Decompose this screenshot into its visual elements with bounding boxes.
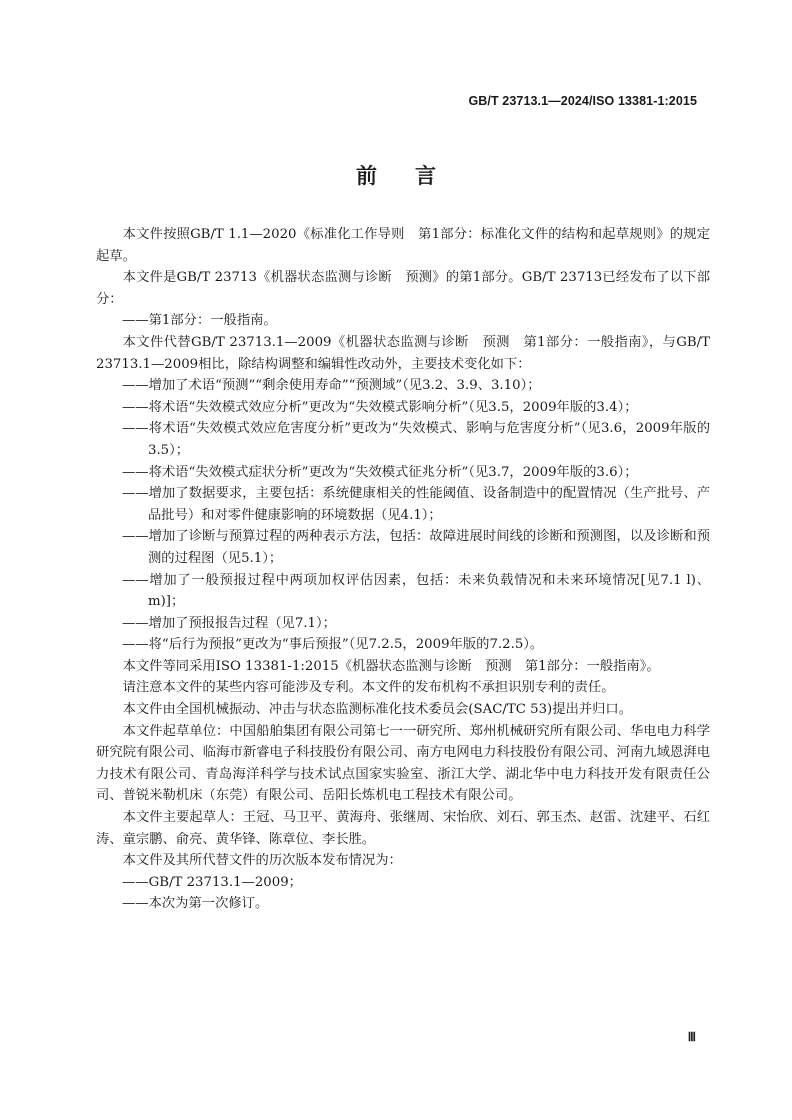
list-item: ——增加了数据要求，主要包括：系统健康相关的性能阈值、设备制造中的配置情况（生产批号、产品批号）和对零件健康影响的环境数据（见4.1）； <box>122 486 710 523</box>
paragraph: 本文件由全国机械振动、冲击与状态监测标准化技术委员会(SAC/TC 53)提出并归口。 <box>122 702 633 718</box>
paragraph: 请注意本文件的某些内容可能涉及专利。本文件的发布机构不承担识别专利的责任。 <box>122 680 615 696</box>
page-number: Ⅲ <box>687 1030 696 1044</box>
paragraph: 本文件主要起草人：王冠、马卫平、黄海舟、张继周、宋怡欣、刘石、郭玉杰、赵雷、沈建平、石红涛、童宗鹏、俞亮、黄华锋、陈章位、李长胜。 <box>96 810 710 847</box>
paragraph: 本文件等同采用ISO 13381-1:2015《机器状态监测与诊断 预测 第1部分：一般指南》。 <box>122 658 660 674</box>
list-item: ——GB/T 23713.1—2009； <box>122 874 302 890</box>
foreword-body <box>96 224 710 915</box>
paragraph: 本文件及其所代替文件的历次版本发布情况为： <box>122 853 402 869</box>
list-item: ——将术语“失效模式症状分析”更改为“失效模式征兆分析”（见3.7，2009年版的3.6）； <box>122 464 638 480</box>
paragraph: 本文件代替GB/T 23713.1—2009《机器状态监测与诊断 预测 第1部分：一般指南》，与GB/T 23713.1—2009相比，除结构调整和编辑性改动外，主要技术变化如下： <box>96 334 710 372</box>
list-item: ——本次为第一次修订。 <box>122 896 269 912</box>
paragraph: 本文件起草单位：中国船舶集团有限公司第七一一研究所、郑州机械研究所有限公司、华电电力科学研究院有限公司、临海市新睿电子科技股份有限公司、南方电网电力科技股份有限公司、河南九域恩湃电力技术有限公司、青岛海洋科学与技术试点国家实验室、浙江大学、湖北华中电力科技开发有限责任公司、普锐米勒机床（东莞）有限公司、岳阳长炼机电工程技术有限公司。 <box>96 723 710 804</box>
list-item: ——将术语“失效模式效应危害度分析”更改为“失效模式、影响与危害度分析”（见3.6，2009年版的3.5）； <box>122 421 710 458</box>
standard-code-header: GB/T 23713.1—2024/ISO 13381-1:2015 <box>468 94 697 108</box>
page-title: 前言 <box>356 164 474 188</box>
list-item: ——增加了诊断与预算过程的两种表示方法，包括：故障进展时间线的诊断和预测图，以及诊断和预测的过程图（见5.1）； <box>122 529 710 566</box>
list-item: ——将“后行为预报”更改为“事后预报”（见7.2.5，2009年版的7.2.5）。 <box>122 637 544 653</box>
list-item: ——第1部分：一般指南。 <box>122 313 277 329</box>
list-item: ——增加了术语“预测”“剩余使用寿命”“预测域”（见3.2、3.9、3.10）； <box>122 378 541 394</box>
list-item: ——增加了预报报告过程（见7.1）； <box>122 615 336 631</box>
list-item: ——将术语“失效模式效应分析”更改为“失效模式影响分析”（见3.5，2009年版的3.4）； <box>122 399 638 415</box>
list-item: ——增加了一般预报过程中两项加权评估因素，包括：未来负载情况和未来环境情况[见7.1 l)、m)]； <box>122 572 710 610</box>
paragraph: 本文件按照GB/T 1.1—2020《标准化工作导则 第1部分：标准化文件的结构和起草规则》的规定起草。 <box>96 227 710 264</box>
paragraph: 本文件是GB/T 23713《机器状态监测与诊断 预测》的第1部分。GB/T 23713已经发布了以下部分： <box>96 270 710 307</box>
